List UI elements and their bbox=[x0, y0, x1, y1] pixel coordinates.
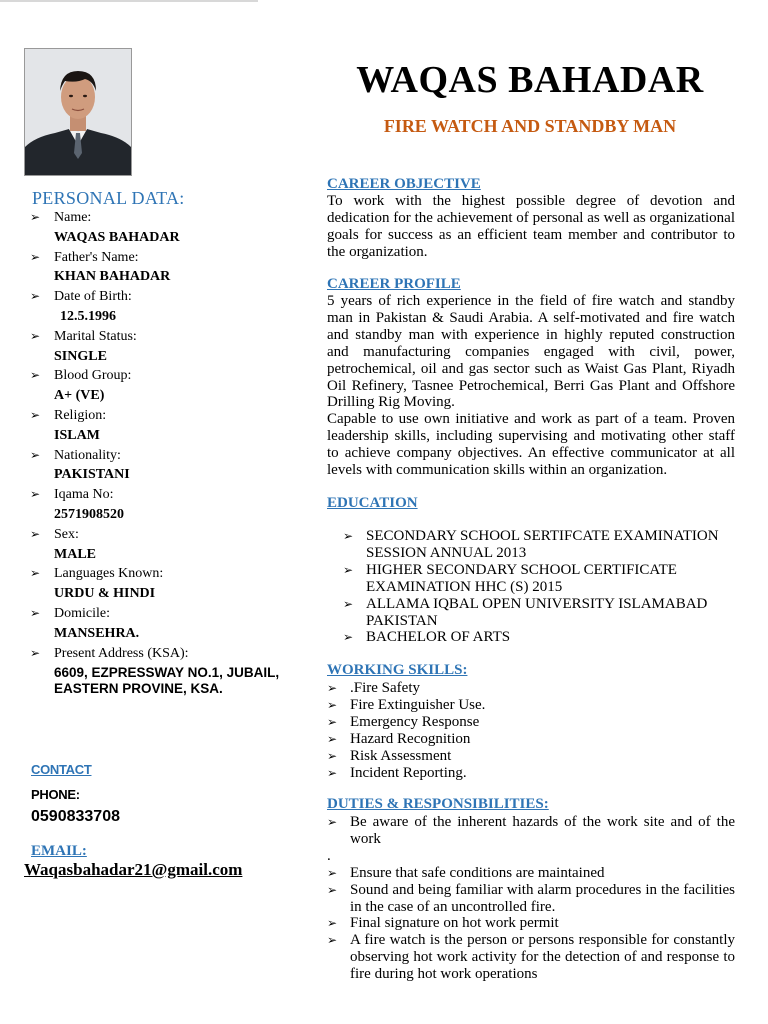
personal-item-address bbox=[30, 644, 290, 698]
arrowhead-bullet-icon: ➢ bbox=[327, 882, 338, 897]
personal-item-marital bbox=[30, 327, 290, 367]
email-label: EMAIL: bbox=[31, 843, 87, 859]
arrowhead-bullet-icon: ➢ bbox=[30, 645, 41, 660]
education-item-text: SECONDARY SCHOOL SERTIFCATE EXAMINATION SESSION ANNUAL 2013 bbox=[366, 528, 719, 561]
field-value: MALE bbox=[54, 546, 96, 562]
field-value: KHAN BAHADAR bbox=[54, 269, 171, 285]
arrowhead-bullet-icon: ➢ bbox=[343, 630, 354, 645]
duty-item bbox=[327, 915, 735, 932]
career-profile-heading: CAREER PROFILE bbox=[327, 276, 461, 292]
arrowhead-bullet-icon: ➢ bbox=[30, 368, 41, 383]
arrowhead-bullet-icon: ➢ bbox=[327, 815, 338, 829]
skill-item bbox=[327, 765, 735, 782]
working-skills-list bbox=[327, 680, 735, 781]
field-value: MANSEHRA. bbox=[54, 625, 140, 641]
field-label: Blood Group: bbox=[54, 368, 132, 384]
duty-text: A fire watch is the person or persons responsible for constantly observing hot work activity for the detection of and response to fire during hot work operations bbox=[350, 932, 735, 983]
arrowhead-bullet-icon: ➢ bbox=[30, 249, 41, 264]
education-item bbox=[343, 629, 743, 646]
personal-item-father bbox=[30, 248, 290, 288]
arrowhead-bullet-icon: ➢ bbox=[343, 529, 354, 543]
field-label: Sex: bbox=[54, 526, 79, 542]
skill-item bbox=[327, 731, 735, 748]
duty-item bbox=[327, 814, 735, 848]
field-label: Name: bbox=[54, 210, 92, 225]
arrowhead-bullet-icon: ➢ bbox=[30, 605, 41, 620]
arrowhead-bullet-icon: ➢ bbox=[327, 765, 338, 780]
personal-item-blood bbox=[30, 366, 290, 406]
skill-item bbox=[327, 697, 735, 714]
education-item bbox=[343, 596, 743, 630]
duty-text: Be aware of the inherent hazards of the work site and of the work bbox=[350, 814, 735, 847]
duty-text: Final signature on hot work permit bbox=[350, 915, 559, 932]
arrowhead-bullet-icon: ➢ bbox=[327, 916, 338, 931]
field-label: Marital Status: bbox=[54, 328, 137, 344]
arrowhead-bullet-icon: ➢ bbox=[327, 714, 338, 729]
education-heading: EDUCATION bbox=[327, 495, 418, 511]
personal-item-religion bbox=[30, 406, 290, 446]
personal-item-languages bbox=[30, 564, 290, 604]
arrowhead-bullet-icon: ➢ bbox=[343, 596, 354, 611]
arrowhead-bullet-icon: ➢ bbox=[30, 407, 41, 422]
arrowhead-bullet-icon: ➢ bbox=[327, 731, 338, 746]
education-item bbox=[343, 528, 743, 562]
skill-item bbox=[327, 680, 735, 697]
job-title: FIRE WATCH AND STANDBY MAN bbox=[383, 116, 677, 136]
personal-item-sex bbox=[30, 525, 290, 565]
candidate-name: WAQAS BAHADAR bbox=[356, 59, 704, 101]
field-label: Present Address (KSA): bbox=[54, 645, 189, 661]
duty-item bbox=[327, 932, 735, 983]
field-label: Domicile: bbox=[54, 605, 110, 621]
duty-text: Sound and being familiar with alarm procedures in the facilities in the case of an uncontrolled fire. bbox=[350, 881, 735, 915]
skill-text: Fire Extinguisher Use. bbox=[350, 696, 486, 713]
phone-number[interactable]: 0590833708 bbox=[31, 808, 120, 825]
phone-label: PHONE: bbox=[31, 787, 80, 802]
education-item bbox=[343, 562, 743, 596]
personal-item-iqama bbox=[30, 485, 290, 525]
career-objective-text: To work with the highest possible degree of devotion and dedication for the achievement of personal as well as organizational goals for success as an efficient team member and contributor to the organization. bbox=[327, 193, 735, 260]
duty-item bbox=[327, 865, 735, 882]
field-value: A+ (VE) bbox=[54, 388, 105, 404]
arrowhead-bullet-icon: ➢ bbox=[30, 566, 41, 581]
skill-text: Emergency Response bbox=[350, 713, 480, 730]
duty-separator bbox=[327, 848, 735, 865]
career-objective-heading: CAREER OBJECTIVE bbox=[327, 176, 481, 192]
personal-item-dob bbox=[30, 287, 290, 327]
personal-item-name bbox=[30, 208, 290, 248]
field-value: ISLAM bbox=[54, 427, 100, 443]
skill-item bbox=[327, 714, 735, 731]
education-item-text: BACHELOR OF ARTS bbox=[366, 629, 511, 646]
education-item-text: HIGHER SECONDARY SCHOOL CERTIFICATE EXAMINATION HHC (S) 2015 bbox=[366, 561, 677, 595]
arrowhead-bullet-icon: ➢ bbox=[327, 865, 338, 880]
field-value: WAQAS BAHADAR bbox=[54, 229, 180, 245]
education-list bbox=[343, 528, 743, 646]
arrowhead-bullet-icon: ➢ bbox=[30, 328, 41, 343]
arrowhead-bullet-icon: ➢ bbox=[30, 210, 41, 224]
skill-text: Incident Reporting. bbox=[350, 764, 467, 781]
arrowhead-bullet-icon: ➢ bbox=[327, 748, 338, 763]
field-label: Father's Name: bbox=[54, 249, 139, 265]
personal-data-list bbox=[30, 208, 290, 697]
arrowhead-bullet-icon: ➢ bbox=[30, 447, 41, 462]
field-value: 6609, EZPRESSWAY NO.1, JUBAIL, EASTERN PROVINE, KSA. bbox=[54, 665, 280, 697]
top-divider bbox=[0, 0, 258, 2]
field-value: PAKISTANI bbox=[54, 467, 130, 483]
duty-text: Ensure that safe conditions are maintained bbox=[350, 864, 605, 881]
field-value: 2571908520 bbox=[54, 506, 124, 522]
arrowhead-bullet-icon: ➢ bbox=[30, 526, 41, 541]
career-profile-text-2: Capable to use own initiative and work as part of a team. Proven leadership skills, including supervising and motivating other staff to achieve company objectives. An effective communicator at all levels with communication skills within an organization. bbox=[327, 411, 735, 478]
arrowhead-bullet-icon: ➢ bbox=[30, 487, 41, 502]
duty-item bbox=[327, 882, 735, 916]
career-profile-text: 5 years of rich experience in the field of fire watch and standby man in Pakistan & Saudi Arabia. A self-motivated and fire watch and standby man with experience in highly reputed construction and manufacturing companies engaged with civil, power, petrochemical, oil and gas sector such as Waist Gas Plant, Riyadh Oil Refinery, Tasnee Petrochemical, Berri Gas Plant and Offshore Drilling Rig Moving. bbox=[327, 293, 735, 411]
arrowhead-bullet-icon: ➢ bbox=[327, 681, 338, 695]
skill-text: Risk Assessment bbox=[350, 747, 452, 764]
field-value: URDU & HINDI bbox=[54, 586, 156, 602]
skill-item bbox=[327, 748, 735, 765]
personal-item-domicile bbox=[30, 604, 290, 644]
personal-data-heading: PERSONAL DATA: bbox=[32, 188, 185, 208]
arrowhead-bullet-icon: ➢ bbox=[343, 562, 354, 577]
arrowhead-bullet-icon: ➢ bbox=[30, 289, 41, 304]
working-skills-heading: WORKING SKILLS: bbox=[327, 662, 468, 678]
duties-list bbox=[327, 814, 735, 983]
personal-item-nationality bbox=[30, 446, 290, 486]
field-label: Religion: bbox=[54, 407, 107, 423]
field-label: Iqama No: bbox=[54, 487, 114, 503]
duties-heading: DUTIES & RESPONSIBILITIES: bbox=[327, 796, 549, 812]
separator-dot: . bbox=[327, 847, 331, 864]
field-value: 12.5.1996 bbox=[60, 308, 116, 324]
skill-text: .Fire Safety bbox=[350, 680, 420, 696]
contact-heading: CONTACT bbox=[31, 762, 92, 777]
skill-text: Hazard Recognition bbox=[350, 730, 471, 747]
field-label: Nationality: bbox=[54, 447, 121, 463]
field-value: SINGLE bbox=[54, 348, 107, 364]
arrowhead-bullet-icon: ➢ bbox=[327, 697, 338, 712]
arrowhead-bullet-icon: ➢ bbox=[327, 933, 338, 948]
field-label: Languages Known: bbox=[54, 566, 164, 582]
field-label: Date of Birth: bbox=[54, 289, 132, 305]
email-link[interactable]: Waqasbahadar21@gmail.com bbox=[24, 860, 243, 879]
profile-photo bbox=[24, 48, 132, 176]
education-item-text: ALLAMA IQBAL OPEN UNIVERSITY ISLAMABAD PAKISTAN bbox=[366, 595, 708, 629]
